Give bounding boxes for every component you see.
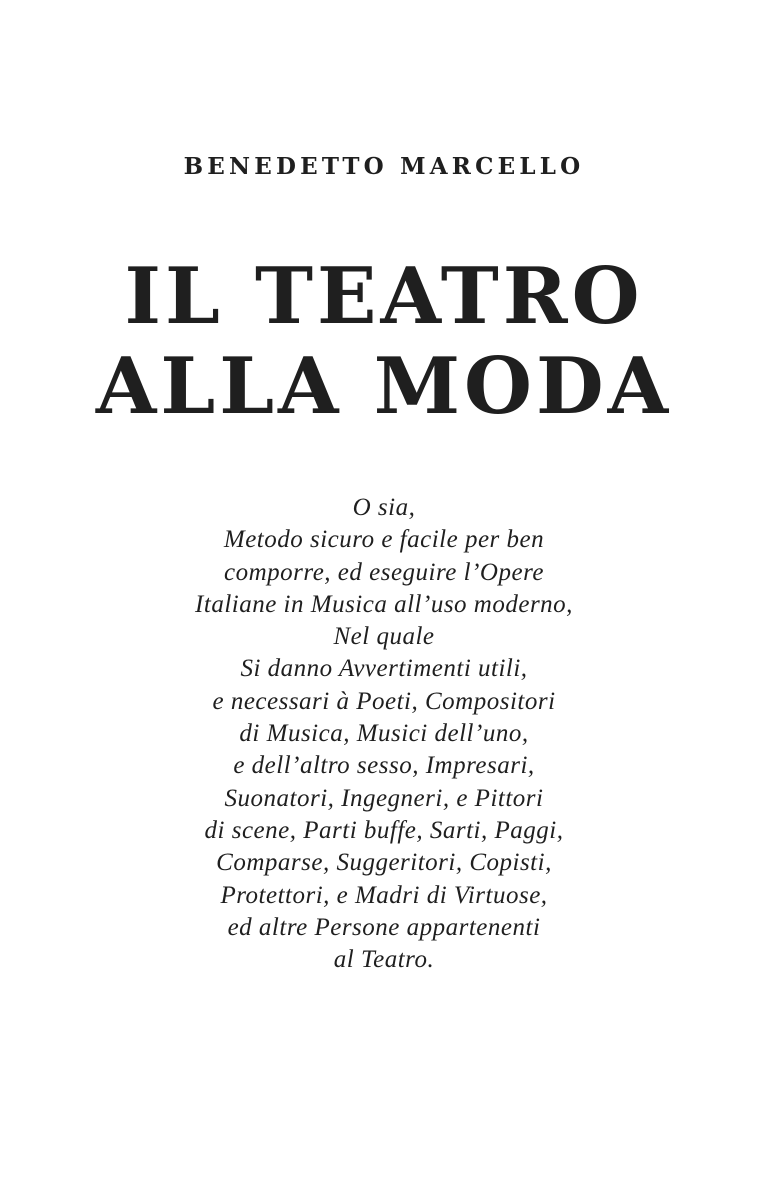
title-line: ALLA MODA bbox=[95, 341, 673, 432]
subtitle-line: ed altre Persone appartenenti bbox=[227, 913, 541, 941]
subtitle-line: Italiane in Musica all’uso moderno, bbox=[195, 590, 573, 618]
book-subtitle bbox=[0, 492, 768, 976]
subtitle-line: Suonatori, Ingegneri, e Pittori bbox=[224, 784, 544, 812]
subtitle-line: di Musica, Musici dell’uno, bbox=[239, 720, 529, 748]
subtitle-line: Nel quale bbox=[333, 623, 435, 651]
subtitle-line: e necessari à Poeti, Compositori bbox=[212, 687, 556, 715]
subtitle-line: al Teatro. bbox=[333, 946, 435, 974]
subtitle-line: Si danno Avvertimenti utili, bbox=[240, 655, 528, 683]
subtitle-line: comporre, ed eseguire l’Opere bbox=[224, 558, 544, 586]
subtitle-line: e dell’altro sesso, Impresari, bbox=[233, 752, 535, 780]
subtitle-line: Metodo sicuro e facile per ben bbox=[223, 526, 545, 554]
subtitle-line: O sia, bbox=[352, 494, 416, 521]
subtitle-line: Comparse, Suggeritori, Copisti, bbox=[216, 849, 552, 877]
subtitle-line: Protettori, e Madri di Virtuose, bbox=[220, 881, 548, 909]
title-line: IL TEATRO bbox=[124, 251, 644, 342]
subtitle-line: di scene, Parti buffe, Sarti, Paggi, bbox=[204, 816, 564, 844]
book-title bbox=[0, 252, 768, 432]
author-name: BENEDETTO MARCELLO bbox=[183, 153, 585, 180]
